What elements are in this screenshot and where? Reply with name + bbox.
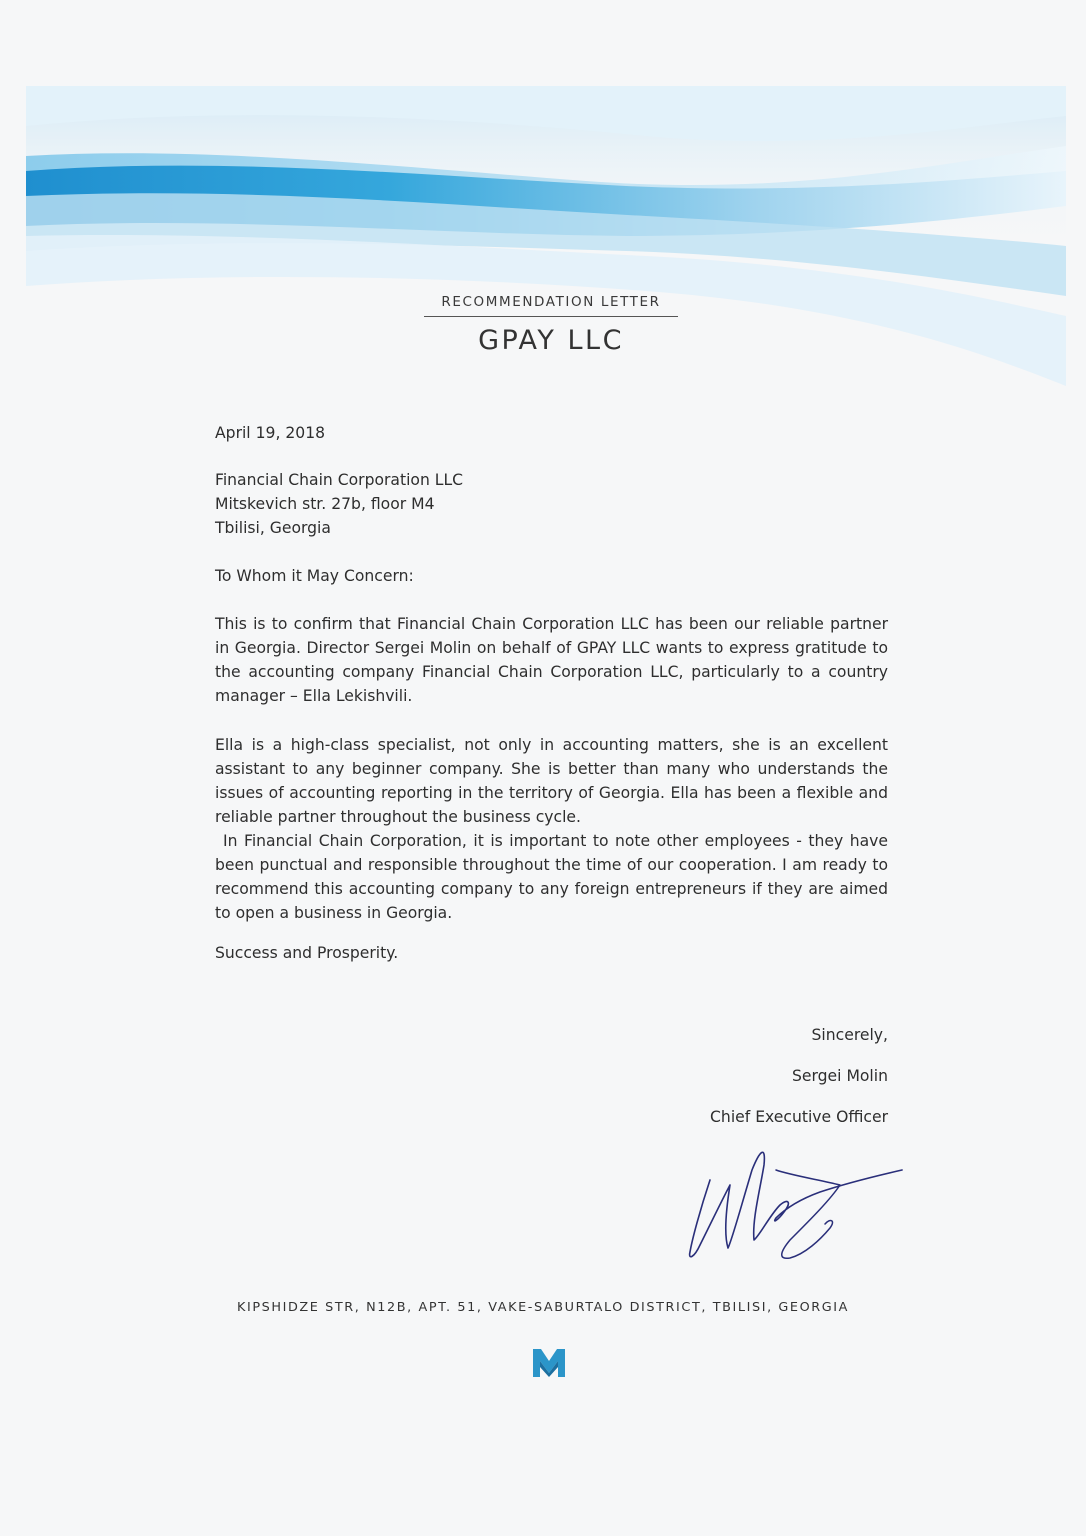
recipient-name: Financial Chain Corporation LLC [215,471,464,489]
handwritten-signature [680,1140,910,1280]
signer-name: Sergei Molin [792,1067,888,1085]
body-paragraph-1: This is to confirm that Financial Chain Corporation LLC has been our reliable partner in Georgia. Director Sergei Molin on behalf of GPAY LLC wants to express gratitude to the accounting company Financial Chain Corporation LLC, particularly to a country manager – Ella Lekishvili. [215,615,888,705]
body-paragraph-2: Ella is a high-class specialist, not only in accounting matters, she is an excellent assistant to any beginner company. She is better than many who understands the issues of accounting reporting in the territory of Georgia. Ella has been a flexible and reliable partner throughout the business cycle. [215,736,888,826]
recipient-street: Mitskevich str. 27b, floor M4 [215,495,435,513]
salutation: To Whom it May Concern: [215,567,414,585]
footer-address: KIPSHIDZE STR, N12B, APT. 51, VAKE-SABURTALO DISTRICT, TBILISI, GEORGIA [236,1300,850,1315]
document-type-label: RECOMMENDATION LETTER [424,294,678,317]
closing-wish: Success and Prosperity. [215,944,399,962]
valediction: Sincerely, [811,1026,888,1044]
body-paragraph-3: In Financial Chain Corporation, it is important to note other employees - they have been punctual and responsible throughout the time of our cooperation. I am ready to recommend this accounting company to any foreign entrepreneurs if they are aimed to open a business in Georgia. [215,832,888,922]
recipient-address [215,468,888,540]
company-logo-icon [531,1347,567,1379]
letter-date: April 19, 2018 [215,424,326,442]
signer-title: Chief Executive Officer [710,1108,888,1126]
company-name: GPAY LLC [478,325,624,356]
recipient-city: Tbilisi, Georgia [215,519,331,537]
